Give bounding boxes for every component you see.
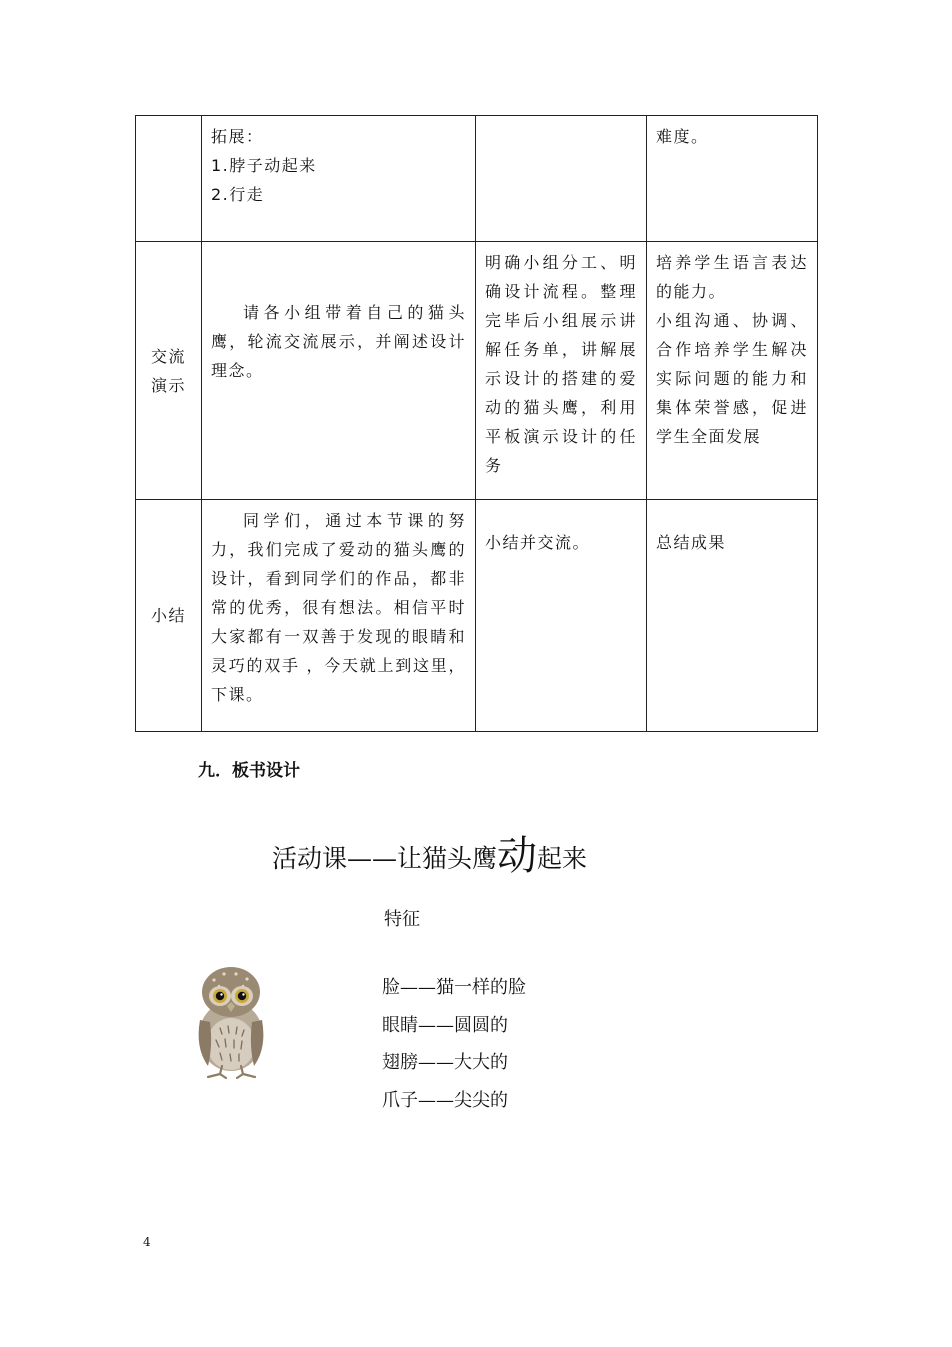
teacher-activity-cell xyxy=(202,242,476,500)
teacher-line: 1.脖子动起来 xyxy=(211,156,317,175)
feature-label: 特征 xyxy=(384,909,420,930)
teacher-line: 拓展： xyxy=(211,127,264,146)
feature-item: 翅膀——大大的 xyxy=(382,1052,508,1073)
table-row xyxy=(136,500,818,732)
board-title xyxy=(272,822,587,879)
feature-item: 脸——猫一样的脸 xyxy=(382,977,526,998)
feature-list xyxy=(382,969,526,1119)
table-row xyxy=(136,242,818,500)
teacher-activity-cell xyxy=(202,116,476,242)
student-activity-cell xyxy=(476,116,647,242)
feature-item: 爪子——尖尖的 xyxy=(382,1089,508,1111)
lesson-plan-table xyxy=(135,115,818,732)
student-activity-cell: 明确小组分工、明确设计流程。整理完毕后小组展示讲解任务单，讲解展示设计的搭建的爱动的猫头鹰，利用平板演示设计的任务 xyxy=(476,242,647,500)
board-title-before: 活动课——让猫头鹰 xyxy=(272,844,498,873)
stage-cell: 小结 xyxy=(136,500,202,732)
owl-image xyxy=(186,962,274,1080)
board-title-after: 起来 xyxy=(537,844,588,873)
section-heading: 九．板书设计 xyxy=(198,761,300,781)
stage-cell: 交流 演示 xyxy=(136,242,202,500)
feature-item: 眼睛——圆圆的 xyxy=(382,1014,508,1036)
design-intent-cell: 难度。 xyxy=(647,116,818,242)
page-number: 4 xyxy=(143,1235,151,1249)
teacher-text: 同学们，通过本节课的努力，我们完成了爱动的猫头鹰的设计，看到同学们的作品，都非常的优秀，很有想法。相信平时大家都有一双善于发现的眼睛和灵巧的双手 ，今天就上到这里，下课。 xyxy=(211,511,466,704)
teacher-line: 2.行走 xyxy=(211,185,265,204)
design-intent-cell: 培养学生语言表达的能力。 小组沟通、协调、合作培养学生解决实际问题的能力和集体荣誉感，促进学生全面发展 xyxy=(647,242,818,500)
teacher-activity-cell xyxy=(202,500,476,732)
stage-cell xyxy=(136,116,202,242)
student-activity-cell: 小结并交流。 xyxy=(476,500,647,732)
table-row xyxy=(136,116,818,242)
teacher-text: 请各小组带着自己的猫头鹰，轮流交流展示，并阐述设计理念。 xyxy=(211,303,466,380)
design-intent-cell: 总结成果 xyxy=(647,500,818,732)
board-title-big-char: 动 xyxy=(497,833,538,879)
